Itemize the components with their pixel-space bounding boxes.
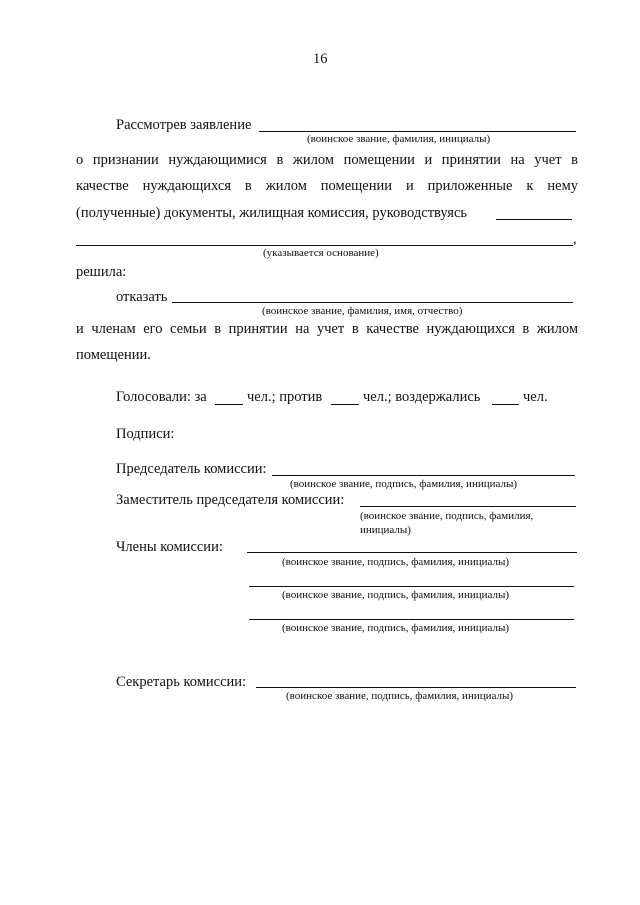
member-3-caption: (воинское звание, подпись, фамилия, инициалы) [282,622,510,634]
deputy-signature-line [360,506,576,507]
chair-label: Председатель комиссии: [116,461,267,477]
applicant-caption: (воинское звание, фамилия, инициалы) [307,133,491,145]
basis-short-line [496,219,572,220]
vote-for-blank [215,404,243,405]
basis-comma: , [573,231,577,247]
decision-line-2: помещении. [76,347,151,363]
deputy-label: Заместитель председателя комиссии: [116,492,345,508]
considering-label: Рассмотрев заявление [116,117,252,133]
member-3-line [249,619,574,620]
basis-line [76,245,573,246]
member-1-line [247,552,577,553]
members-label: Члены комиссии: [116,539,223,555]
deputy-caption-2: инициалы) [360,524,411,536]
vote-against-label: чел.; против [247,389,323,405]
member-2-caption: (воинское звание, подпись, фамилия, инициалы) [282,589,510,601]
decided-label: решила: [76,264,127,280]
member-1-caption: (воинское звание, подпись, фамилия, инициалы) [282,556,510,568]
vote-for-label: Голосовали: за [116,389,207,405]
vote-abstain-blank [492,404,519,405]
deputy-caption-1: (воинское звание, подпись, фамилия, [360,510,534,522]
basis-caption: (указывается основание) [263,247,379,259]
decision-line-1: и членам его семьи в принятии на учет в качестве нуждающихся в жилом [76,321,578,337]
page-number: 16 [313,51,328,67]
chair-caption: (воинское звание, подпись, фамилия, инициалы) [290,478,518,490]
vote-against-blank [331,404,359,405]
refuse-label: отказать [116,289,168,305]
vote-abstain-label: чел.; воздержались [363,389,481,405]
paragraph-line-3: (полученные) документы, жилищная комиссия, руководствуясь [76,205,467,221]
secretary-caption: (воинское звание, подпись, фамилия, инициалы) [286,690,514,702]
secretary-label: Секретарь комиссии: [116,674,247,690]
secretary-signature-line [256,687,576,688]
member-2-line [249,586,574,587]
paragraph-line-1: о признании нуждающимися в жилом помещении и принятии на учет в [76,152,578,168]
signatures-heading: Подписи: [116,426,175,442]
vote-people-label: чел. [523,389,548,405]
refused-person-caption: (воинское звание, фамилия, имя, отчество) [262,305,463,317]
paragraph-line-2: качестве нуждающихся в жилом помещении и приложенные к нему [76,178,578,194]
chair-signature-line [272,475,575,476]
refused-person-line [172,302,573,303]
applicant-line [259,131,576,132]
